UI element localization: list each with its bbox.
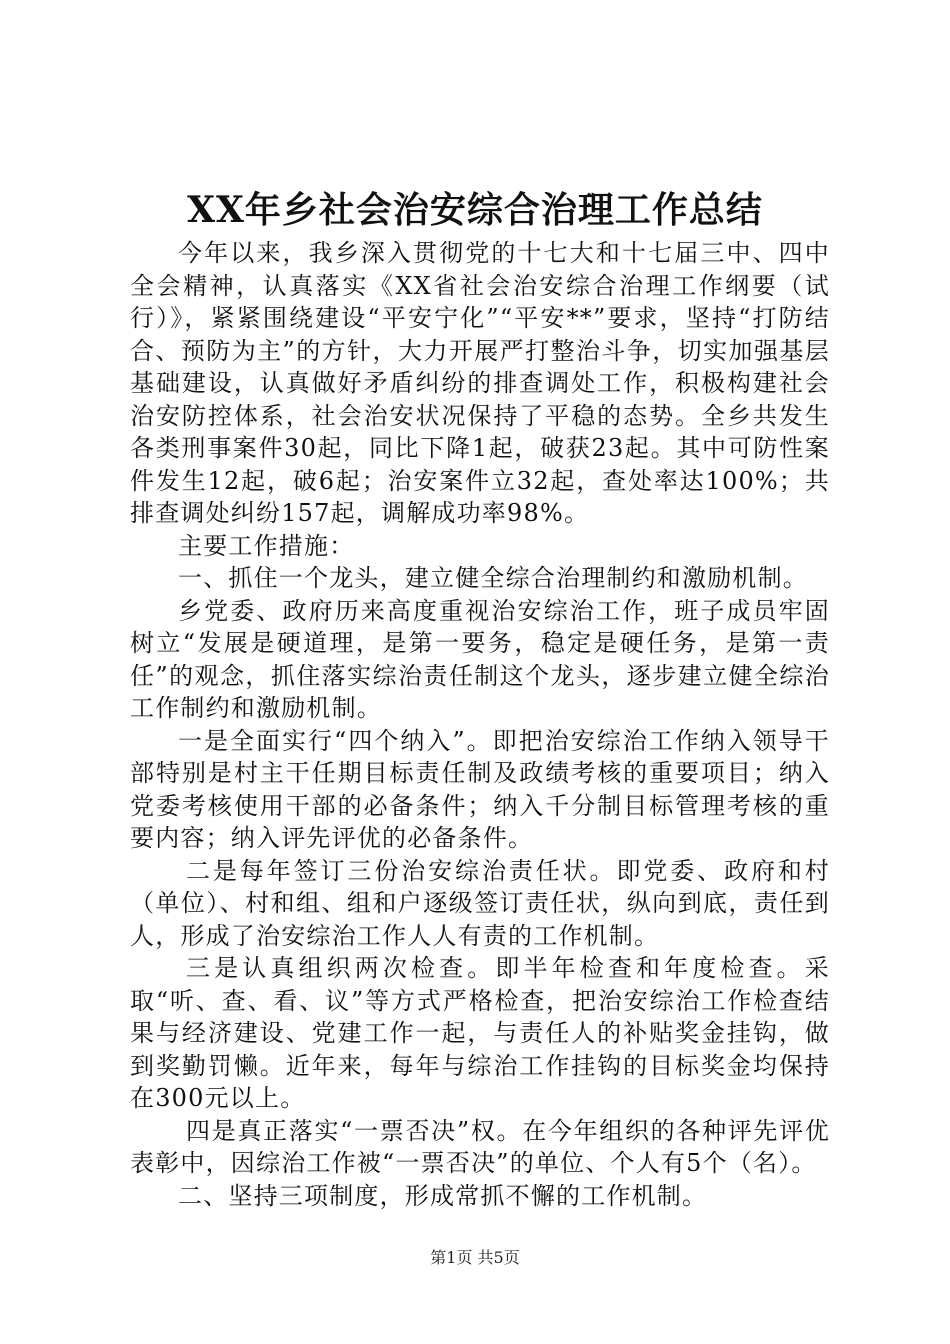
paragraph-section-one-heading: 一、抓住一个龙头，建立健全综合治理制约和激励机制。 — [178, 564, 808, 592]
page-footer: 第1页 共5页 — [430, 1248, 520, 1267]
paragraph-measures-heading: 主要工作措施： — [178, 531, 355, 560]
paragraph-point-two: 二是每年签订三份治安综治责任状。即党委、政府和村（单位）、村和组、组和户逐级签订责任状，纵向到底，责任到人，形成了治安综治工作人人有责的工作机制。 — [130, 856, 830, 950]
paragraph-section-one-body: 乡党委、政府历来高度重视治安综治工作，班子成员牢固树立“发展是硬道理，是第一要务，稳定是硬任务，是第一责任”的观念，抓住落实综治责任制这个龙头，逐步建立健全综治工作制约和激励机制。 — [130, 596, 830, 722]
document-title: XX年乡社会治安综合治理工作总结 — [187, 189, 763, 231]
paragraph-point-four: 四是真正落实“一票否决”权。在今年组织的各种评先评优表彰中，因综治工作被“一票否决”的单位、个人有5个（名）。 — [130, 1116, 830, 1177]
paragraph-point-three: 三是认真组织两次检查。即半年检查和年度检查。采取“听、查、看、议”等方式严格检查，把治安综治工作检查结果与经济建设、党建工作一起，与责任人的补贴奖金挂钩，做到奖勤罚懒。近年来，每年与综治工作挂钩的目标奖金均保持在300元以上。 — [130, 954, 830, 1112]
paragraph-point-one: 一是全面实行“四个纳入”。即把治安综治工作纳入领导干部特别是村主干任期目标责任制及政绩考核的重要项目；纳入党委考核使用干部的必备条件；纳入千分制目标管理考核的重要内容；纳入评先评优的必备条件。 — [130, 726, 830, 852]
paragraph-intro: 今年以来，我乡深入贯彻党的十七大和十七届三中、四中全会精神，认真落实《XX省社会治安综合治理工作纲要（试行）》，紧紧围绕建设“平安宁化”“平安**”要求，坚持“打防结合、预防为主”的方针，大力开展严打整治斗争，切实加强基层基础建设，认真做好矛盾纠纷的排查调处工作，积极构建社会治安防控体系，社会治安状况保持了平稳的态势。全乡共发生各类刑事案件30起，同比下降1起，破获23起。其中可防性案件发生12起，破6起；治安案件立32起，查处率达100%；共排查调处纠纷157起，调解成功率98%。 — [130, 239, 830, 527]
document-body — [130, 237, 830, 1212]
paragraph-section-two-heading: 二、坚持三项制度，形成常抓不懈的工作机制。 — [178, 1181, 708, 1210]
